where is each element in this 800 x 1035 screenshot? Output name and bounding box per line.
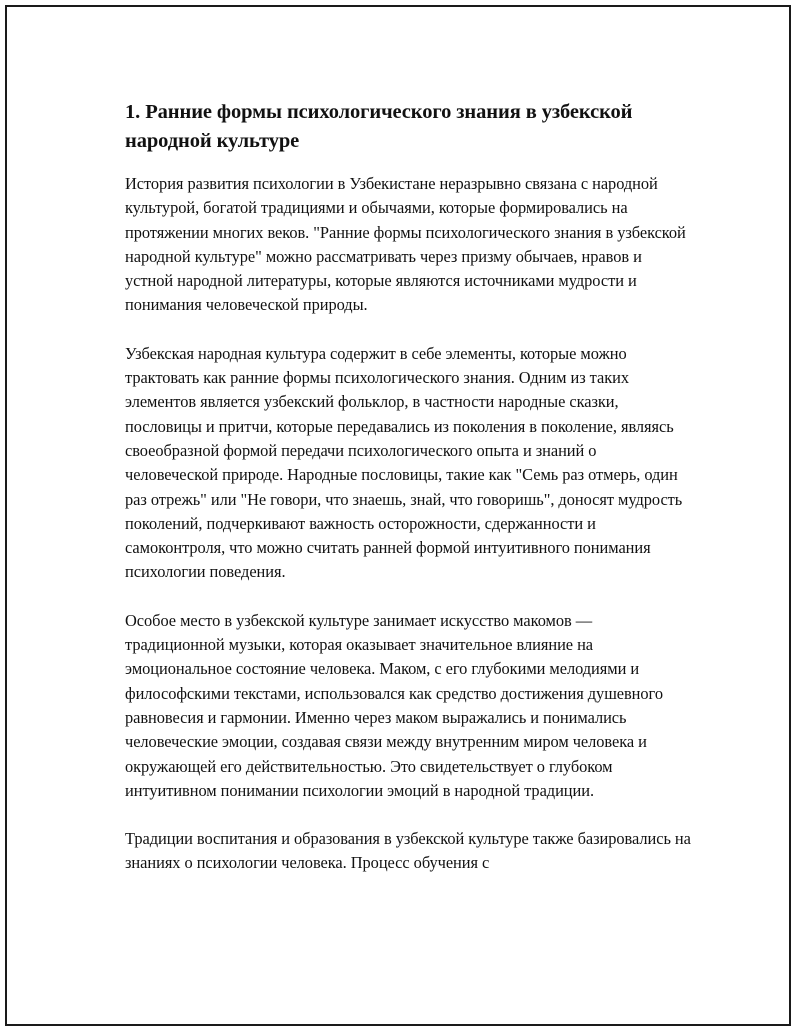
- paragraph-education: Традиции воспитания и образования в узбекской культуре также базировались на знаниях о психологии человека. Процесс обучения с: [125, 829, 691, 873]
- paragraph-maqom: Особое место в узбекской культуре занимает искусство макомов — традиционной музыки, которая оказывает значительное влияние на эмоциональное состояние человека. Маком, с его глубокими мелодиями и философскими текстами, использовался как средство достижения душевного равновесия и гармонии. Именно через маком выражались и понимались человеческие эмоции, создавая связи между внутренним миром человека и окружающей его действительностью. Это свидетельствует о глубоком интуитивном понимании психологии эмоций в народной традиции.: [125, 610, 663, 800]
- document-body: [125, 98, 691, 900]
- section-title: 1. Ранние формы психологического знания в узбекской народной культуре: [125, 101, 633, 152]
- paragraph-history: История развития психологии в Узбекистане неразрывно связана с народной культурой, богатой традициями и обычаями, которые формировались на протяжении многих веков. "Ранние формы психологического знания в узбекской народной культуре" можно рассматривать через призму обычаев, нравов и устной народной литературы, которые являются источниками мудрости и понимания человеческой природы.: [125, 174, 686, 315]
- paragraph-folklore: Узбекская народная культура содержит в себе элементы, которые можно трактовать как ранние формы психологического знания. Одним из таких элементов является узбекский фольклор, в частности народные сказки, пословицы и притчи, которые передавались из поколения в поколение, являясь своеобразной формой передачи психологического опыта и знаний о человеческой природе. Народные пословицы, такие как "Семь раз отмерь, один раз отрежь" или "Не говори, что знаешь, знай, что говоришь", доносят мудрость поколений, подчеркивают важность осторожности, сдержанности и самоконтроля, что можно считать ранней формой интуитивного понимания психологии поведения.: [125, 343, 683, 582]
- page-frame: [5, 5, 791, 1026]
